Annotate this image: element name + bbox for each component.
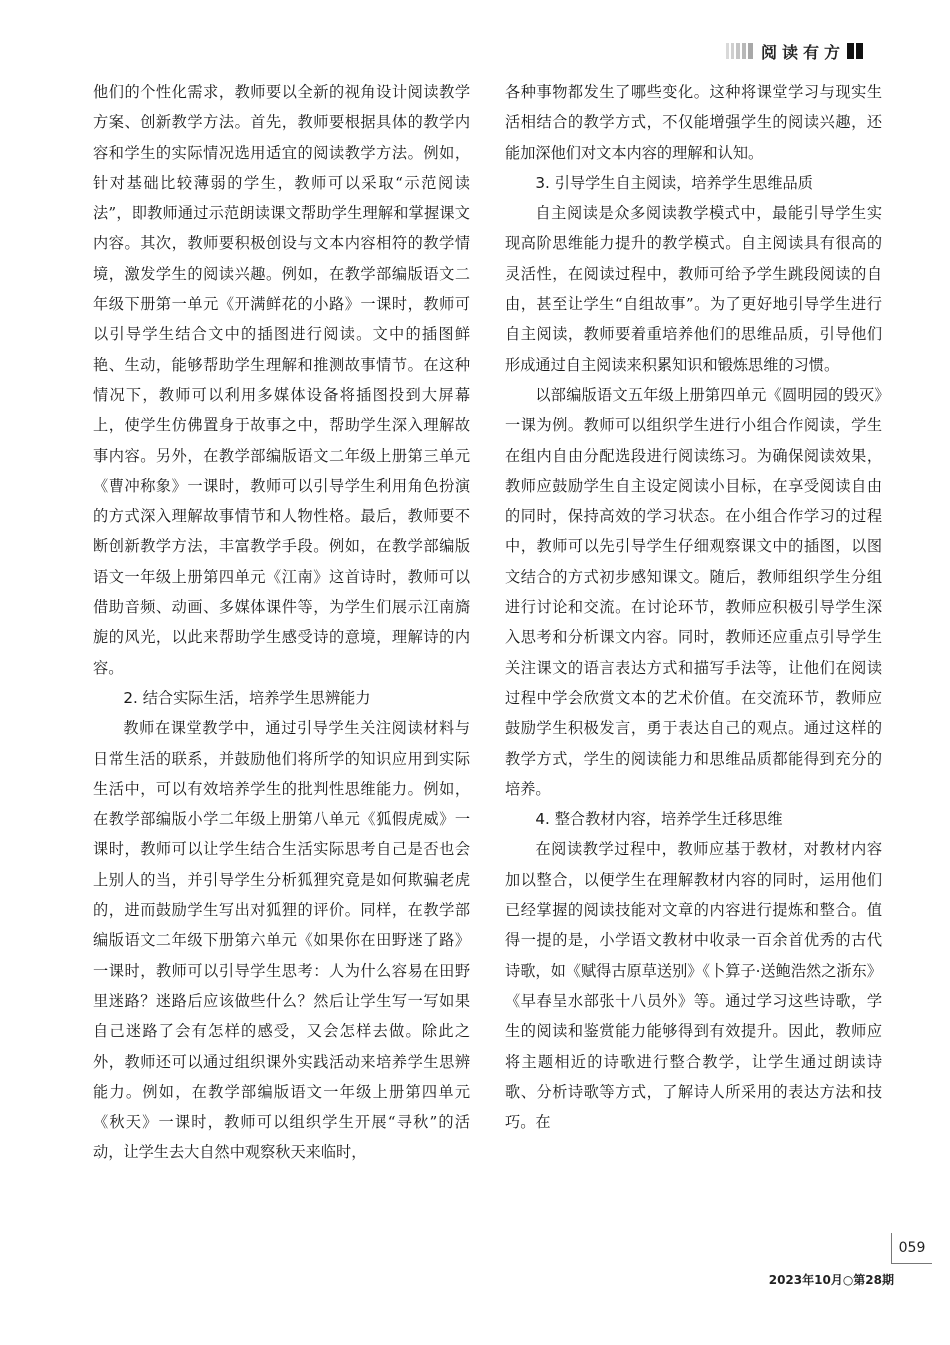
section-heading: 4. 整合教材内容，培养学生迁移思维	[535, 810, 783, 829]
right-column	[505, 77, 882, 1137]
section-heading: 3. 引导学生自主阅读，培养学生思维品质	[535, 173, 813, 192]
paragraph: 在阅读教学过程中，教师应基于教材，对教材内容加以整合，以便学生在理解教材内容的同时，运用他们已经掌握的阅读技能对文章的内容进行提炼和整合。值得一提的是，小学语文教材中收录一百余首优秀的古代诗歌，如《赋得古原草送别》《卜算子·送鲍浩然之浙东》《早春呈水部张十八员外》等。通过学习这些诗歌，学生的阅读和鉴赏能力能够得到有效提升。因此，教师应将主题相近的诗歌进行整合教学，让学生通过朗读诗歌、分析诗歌等方式，了解诗人所采用的表达方法和技巧。在	[505, 840, 882, 1132]
header-end-block-2	[856, 43, 863, 59]
header-end-block	[847, 43, 854, 59]
paragraph: 他们的个性化需求，教师要以全新的视角设计阅读教学方案、创新教学方法。首先，教师要根据具体的教学内容和学生的实际情况选用适宜的阅读教学方法。例如，针对基础比较薄弱的学生，教师可以采取“示范阅读法”，即教师通过示范朗读课文帮助学生理解和掌握课文内容。其次，教师要积极创设与文本内容相符的教学情境，激发学生的阅读兴趣。例如，在教学部编版语文二年级下册第一单元《开满鲜花的小路》一课时，教师可以引导学生结合文中的插图进行阅读。文中的插图鲜艳、生动，能够帮助学生理解和推测故事情节。在这种情况下，教师可以利用多媒体设备将插图投到大屏幕上，使学生仿佛置身于故事之中，帮助学生深入理解故事内容。另外，在教学部编版语文二年级上册第三单元《曹冲称象》一课时，教师可以引导学生利用角色扮演的方式深入理解故事情节和人物性格。最后，教师要不断创新教学方法，丰富教学手段。例如，在教学部编版语文一年级上册第四单元《江南》这首诗时，教师可以借助音频、动画、多媒体课件等，为学生们展示江南旖旎的风光，以此来帮助学生感受诗的意境，理解诗的内容。	[93, 83, 470, 677]
paragraph: 各种事物都发生了哪些变化。这种将课堂学习与现实生活相结合的教学方式，不仅能增强学生的阅读兴趣，还能加深他们对文本内容的理解和认知。	[505, 83, 882, 162]
paragraph: 以部编版语文五年级上册第四单元《圆明园的毁灭》一课为例。教师可以组织学生进行小组合作阅读，学生在组内自由分配选段进行阅读练习。为确保阅读效果，教师应鼓励学生自主设定阅读小目标，在享受阅读自由的同时，保持高效的学习状态。在小组合作学习的过程中，教师可以先引导学生仔细观察课文中的插图，以图文结合的方式初步感知课文。随后，教师组织学生分组进行讨论和交流。在讨论环节，教师应积极引导学生深入思考和分析课文内容。同时，教师还应重点引导学生关注课文的语言表达方式和描写手法等，让他们在阅读过程中学会欣赏文本的艺术价值。在交流环节，教师应鼓励学生积极发言，勇于表达自己的观点。通过这样的教学方式，学生的阅读能力和思维品质都能得到充分的培养。	[505, 385, 882, 798]
issue-label: 2023年10月○第28期	[768, 1273, 894, 1287]
section-title: 阅读有方	[761, 42, 846, 62]
section-heading: 2. 结合实际生活，培养学生思辨能力	[123, 688, 371, 707]
page-number: 059	[891, 1233, 932, 1264]
paragraph: 教师在课堂教学中，通过引导学生关注阅读材料与日常生活的联系，并鼓励他们将所学的知识应用到实际生活中，可以有效培养学生的批判性思维能力。例如，在教学部编版小学二年级上册第八单元《狐假虎威》一课时，教师可以让学生结合生活实际思考自己是否也会上别人的当，并引导学生分析狐狸究竟是如何欺骗老虎的，进而鼓励学生写出对狐狸的评价。同样，在教学部编版语文二年级下册第六单元《如果你在田野迷了路》一课时，教师可以引导学生思考：人为什么容易在田野里迷路？迷路后应该做些什么？然后让学生写一写如果自己迷路了会有怎样的感受，又会怎样去做。除此之外，教师还可以通过组织课外实践活动来培养学生思辨能力。例如，在教学部编版语文一年级上册第四单元《秋天》一课时，教师可以组织学生开展“寻秋”的活动，让学生去大自然中观察秋天来临时，	[93, 719, 470, 1162]
header-bars-decoration	[726, 43, 753, 59]
paragraph: 自主阅读是众多阅读教学模式中，最能引导学生实现高阶思维能力提升的教学模式。自主阅读具有很高的灵活性，在阅读过程中，教师可给予学生跳段阅读的自由，甚至让学生“自组故事”。为了更好地引导学生进行自主阅读，教师要着重培养他们的思维品质，引导他们形成通过自主阅读来积累知识和锻炼思维的习惯。	[505, 204, 882, 374]
running-header	[726, 40, 863, 62]
left-column	[93, 77, 470, 1168]
